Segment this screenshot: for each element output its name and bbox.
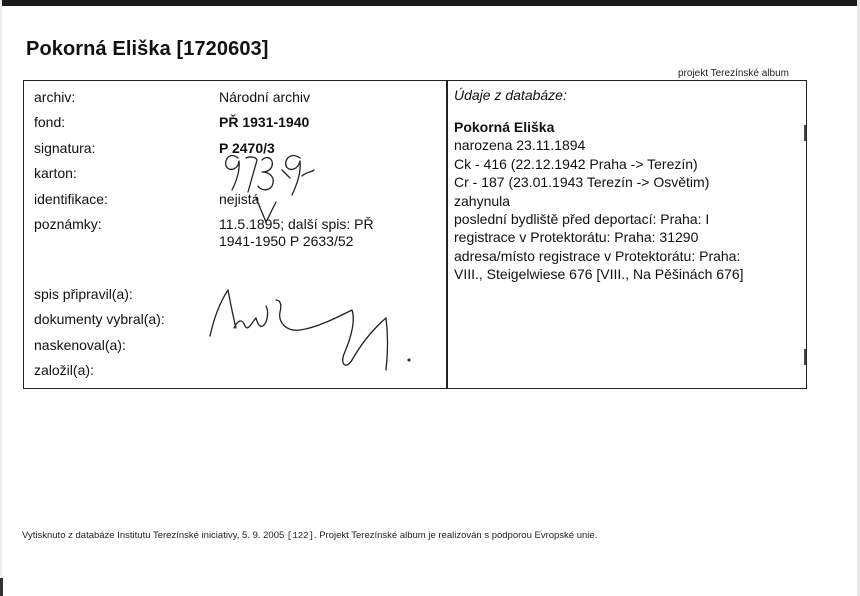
label-signatura: signatura:	[34, 140, 96, 156]
value-signatura: P 2470/3	[219, 140, 275, 156]
margin-mark	[804, 349, 806, 365]
footer-code: [122]	[286, 531, 314, 541]
scan-edge-left	[0, 0, 2, 596]
footer-text-end: . Projekt Terezínské album je realizován s podporou Evropské unie.	[313, 530, 598, 541]
value-identifikace: nejistá	[219, 191, 260, 207]
detail-line: VIII., Steigelwiese 676 [VIII., Na Pěšinách 676]	[454, 266, 744, 283]
label-naskenoval: naskenoval(a):	[34, 337, 126, 353]
margin-mark	[804, 125, 806, 141]
project-label: projekt Terezínské album	[678, 68, 789, 79]
footer-note	[22, 530, 597, 541]
label-fond: fond:	[34, 114, 66, 130]
value-archiv: Národní archiv	[219, 89, 311, 105]
database-heading: Údaje z databáze:	[454, 87, 567, 103]
label-identifikace: identifikace:	[34, 191, 108, 207]
scan-edge-top	[0, 0, 860, 6]
detail-line: zahynula	[454, 192, 511, 209]
detail-line: poslední bydliště před deportací: Praha: I	[454, 211, 710, 228]
value-poznamky: 11.5.1895; další spis: PŘ 1941-1950 P 2633/52	[219, 216, 374, 249]
label-spis-pripravil: spis připravil(a):	[34, 286, 133, 302]
detail-line: Cr - 187 (23.01.1943 Terezín -> Osvětim)	[454, 174, 710, 191]
column-divider	[446, 81, 448, 388]
footer-text-start: Vytisknuto z databáze Institutu Terezínské iniciativy, 5. 9. 2005	[22, 530, 287, 541]
detail-line: registrace v Protektorátu: Praha: 31290	[454, 229, 699, 246]
scan-edge-mark	[0, 578, 3, 596]
record-card	[23, 80, 807, 389]
label-archiv: archiv:	[34, 89, 76, 105]
page-title: Pokorná Eliška [1720603]	[26, 38, 269, 60]
label-karton: karton:	[34, 165, 77, 181]
label-zalozil: založil(a):	[34, 362, 94, 378]
value-fond: PŘ 1931-1940	[219, 114, 310, 130]
label-dokumenty-vybral: dokumenty vybral(a):	[34, 311, 165, 327]
detail-line: adresa/místo registrace v Protektorátu: Praha:	[454, 247, 741, 264]
database-details	[454, 87, 804, 284]
detail-line: narozena 23.11.1894	[454, 137, 586, 154]
person-name: Pokorná Eliška	[454, 119, 555, 135]
detail-line: Ck - 416 (22.12.1942 Praha -> Terezín)	[454, 155, 698, 172]
label-poznamky: poznámky:	[34, 216, 102, 232]
